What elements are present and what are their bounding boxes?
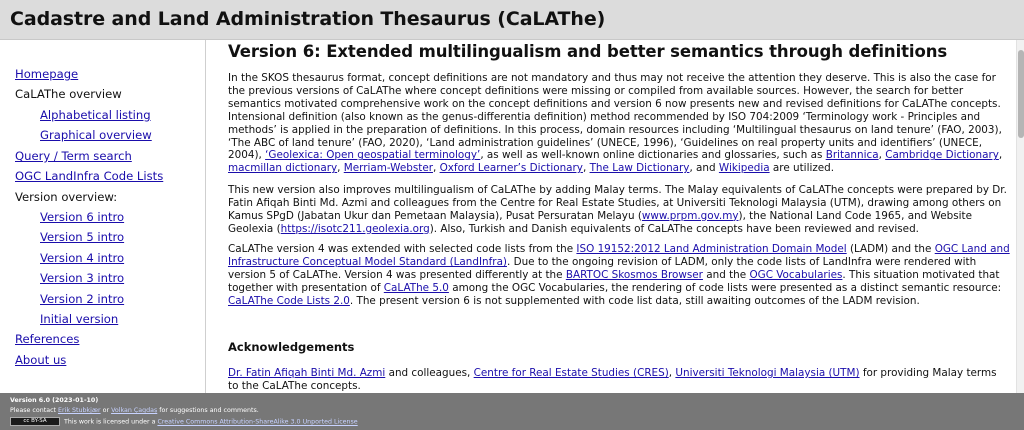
text-run: This work is licensed under a <box>64 418 158 426</box>
link-geolexica[interactable]: ‘Geolexica: Open geospatial terminology’ <box>265 149 481 162</box>
nav-query-term-search[interactable]: Query / Term search <box>15 149 132 163</box>
cc-license-badge-icon[interactable]: cc BY-SA <box>10 417 60 426</box>
link-macmillan-dictionary[interactable]: macmillan dictionary <box>228 162 338 175</box>
text-run: for suggestions and comments. <box>157 407 259 414</box>
link-calathe-code-lists[interactable]: CaLAThe Code Lists 2.0 <box>228 294 350 307</box>
text-run: CaLAThe version 4 was extended with selected code lists from the <box>228 243 577 255</box>
text-run: ). Also, Turkish and Danish equivalents of CaLAThe concepts have been reviewed and revised. <box>429 222 919 235</box>
link-iso19152[interactable]: ISO 19152:2012 Land Administration Domain Model <box>576 243 847 255</box>
main-content <box>207 40 1016 393</box>
nav-version-5-intro[interactable]: Version 5 intro <box>40 230 125 244</box>
link-fatin-azmi[interactable]: Dr. Fatin Afiqah Binti Md. Azmi <box>228 367 386 379</box>
text-run: , <box>337 162 344 175</box>
link-prpm[interactable]: www.prpm.gov.my <box>641 209 739 222</box>
link-isotc211-geolexia[interactable]: https://isotc211.geolexia.org <box>280 222 430 235</box>
nav-homepage[interactable]: Homepage <box>15 67 79 81</box>
link-cambridge-dictionary[interactable]: Cambridge Dictionary <box>885 149 999 162</box>
text-run: , <box>878 149 886 162</box>
nav-initial-version[interactable]: Initial version <box>40 312 119 326</box>
page-footer <box>0 393 1024 430</box>
link-erik-stubkjaer[interactable]: Erik Stubkjær <box>58 407 101 414</box>
text-run: This new version also improves multilingualism of CaLAThe by adding Malay terms. The Malay equivalents of CaLAThe concepts were prepared by Dr. Fatin Afiqah Binti Md. Azmi and colleagues from the Centre for Real Estate Studies, at Universiti Teknologi Malaysia (UTM), drawing among others on Kamus SPgD (Jabatan Ukur dan Pemetaan Malaysia), Pusat Persuratan Melayu ( <box>228 184 1007 222</box>
link-ogc-landinfra-standard[interactable]: OGC Land and Infrastructure Conceptual Model Standard (LandInfra) <box>228 243 1010 268</box>
header-bar <box>0 0 1024 40</box>
text-run: . This situation motivated that together with presentation of <box>228 268 1000 294</box>
site-title: Cadastre and Land Administration Thesaurus (CaLAThe) <box>10 8 606 30</box>
scrollbar-thumb[interactable] <box>1018 50 1024 138</box>
version-info: Version 6.0 (2023-01-10) <box>10 397 99 404</box>
license-line <box>10 417 358 427</box>
page-heading: Version 6: Extended multilingualism and better semantics through definitions <box>228 42 948 61</box>
nav-version-overview-label: Version overview: <box>15 190 118 204</box>
nav-graphical-overview[interactable]: Graphical overview <box>40 128 152 142</box>
nav-version-6-intro[interactable]: Version 6 intro <box>40 210 125 224</box>
content-scrollbar[interactable] <box>1016 40 1024 393</box>
paragraph-definitions <box>228 72 1010 175</box>
nav-references[interactable]: References <box>15 332 80 346</box>
text-run: are utilized. <box>769 162 835 175</box>
text-run: ), the National Land Code 1965, and Website Geolexia ( <box>228 209 972 235</box>
link-law-dictionary[interactable]: The Law Dictionary <box>589 162 690 175</box>
link-cres[interactable]: Centre for Real Estate Studies (CRES) <box>473 367 669 379</box>
nav-version-3-intro[interactable]: Version 3 intro <box>40 271 125 285</box>
link-calathe-5[interactable]: CaLAThe 5.0 <box>383 281 449 294</box>
paragraph-multilingualism <box>228 184 1010 236</box>
link-oxford-learners-dictionary[interactable]: Oxford Learner’s Dictionary <box>439 162 583 175</box>
link-ogc-vocabularies[interactable]: OGC Vocabularies <box>749 268 843 281</box>
acknowledgements-heading: Acknowledgements <box>228 340 355 354</box>
text-run: and colleagues, <box>385 367 474 379</box>
text-run: , <box>998 149 1003 162</box>
text-run: , as well as well-known online dictionaries and glossaries, such as <box>480 149 826 162</box>
text-run: . The present version 6 is not supplemented with code list data, still awaiting outcomes of the LADM revision. <box>349 294 920 307</box>
paragraph-acknowledgements <box>228 367 1010 393</box>
text-run: for providing Malay terms to the CaLAThe concepts. <box>228 367 997 392</box>
link-bartoc-skosmos[interactable]: BARTOC Skosmos Browser <box>565 268 703 281</box>
link-wikipedia[interactable]: Wikipedia <box>718 162 770 175</box>
contact-line <box>10 406 259 415</box>
text-run: , <box>582 162 590 175</box>
link-britannica[interactable]: Britannica <box>825 149 879 162</box>
text-run: , <box>668 367 676 379</box>
text-run: among the OGC Vocabularies, the rendering of code lists were presented as a distinct semantic resource: <box>448 281 1002 294</box>
nav-version-2-intro[interactable]: Version 2 intro <box>40 292 125 306</box>
text-run: . Due to the ongoing revision of LADM, only the code lists of LandInfra were rendered with version 5 of CaLAThe. Version 4 was presented differently at the <box>228 255 977 281</box>
text-run: Please contact <box>10 407 59 414</box>
nav-overview-label: CaLAThe overview <box>15 87 122 101</box>
link-volkan-cagdas[interactable]: Volkan Çagdaş <box>111 407 158 414</box>
nav-ogc-code-lists[interactable]: OGC LandInfra Code Lists <box>15 169 164 183</box>
link-cc-license[interactable]: Creative Commons Attribution-ShareAlike 3.0 Unported License <box>157 418 358 426</box>
nav-about-us[interactable]: About us <box>15 353 67 367</box>
paragraph-code-lists <box>228 243 1010 308</box>
text-run: or <box>100 407 112 414</box>
nav-alphabetical-listing[interactable]: Alphabetical listing <box>40 108 151 122</box>
sidebar-nav <box>0 40 206 393</box>
link-merriam-webster[interactable]: Merriam-Webster <box>343 162 433 175</box>
text-run: and the <box>702 268 750 281</box>
link-utm[interactable]: Universiti Teknologi Malaysia (UTM) <box>675 367 860 379</box>
text-run: (LADM) and the <box>846 243 935 255</box>
text-run: , <box>432 162 440 175</box>
nav-version-4-intro[interactable]: Version 4 intro <box>40 251 125 265</box>
text-run: In the SKOS thesaurus format, concept definitions are not mandatory and thus may not receive the attention they deserve. This is also the case for the previous versions of CaLAThe where concept definitions were missing or compiled from available sources. However, the search for better semantics motivated comprehensive work on the concept definitions and version 6 now presents new and revised definitions for CaLAThe concepts. Intensional definition (also known as the genus-differentia definition) method recommended by ISO 704:2009 ‘Terminology work - Principles and methods’ is applied in the preparation of definitions. In this process, domain resources including ‘Multilingual thesaurus on land tenure’ (FAO, 2003), ‘The ABC of land tenure’ (FAO, 2020), ‘Land administration guidelines’ (UNECE, 1996), ‘Guidelines on real property units and identifiers’ (UNECE, 2004), <box>228 72 1002 162</box>
text-run: , and <box>689 162 719 175</box>
